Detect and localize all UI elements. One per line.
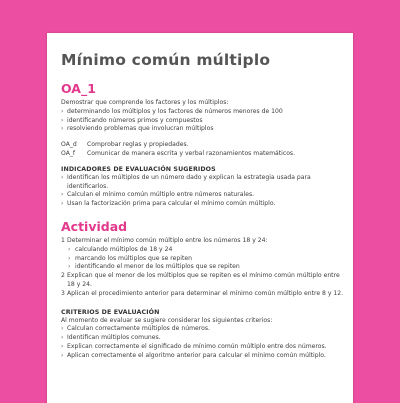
chevron-right-icon: ›: [61, 125, 64, 133]
step-sub-list: [61, 246, 347, 272]
chevron-right-icon: ›: [61, 342, 64, 350]
list-item: › Calculan el mínimo común múltiplo entre números naturales.: [61, 191, 255, 199]
criterios-intro: Al momento de evaluar se sugiere considerar los siguientes criterios:: [61, 316, 273, 324]
chevron-right-icon: ›: [68, 245, 71, 253]
actividad-heading: Actividad: [61, 218, 128, 234]
list-item: › identificando números primos y compuestos: [61, 116, 203, 124]
list-item: › resolviendo problemas que involucran múltiplos: [61, 125, 214, 133]
chevron-right-icon: ›: [68, 254, 71, 262]
document-page: [47, 33, 353, 403]
chevron-right-icon: ›: [61, 173, 64, 181]
oa-code-text: Comunicar de manera escrita y verbal razonamientos matemáticos.: [87, 149, 296, 157]
list-item: › calculando múltiplos de 18 y 24: [68, 245, 173, 253]
list-item: › Identifican los múltiplos de un número dado y explican la estrategia usada para identificarlos.: [61, 173, 311, 190]
step-text: Explican que el menor de los múltiplos que se repiten es el mínimo común múltiplo entre 18 y 24.: [67, 272, 340, 288]
chevron-right-icon: ›: [61, 325, 64, 333]
oa-bullet-list: [61, 108, 347, 134]
step-number: 2: [61, 272, 65, 280]
indicadores-list: [61, 174, 347, 209]
step-item: [61, 237, 347, 272]
chevron-right-icon: ›: [61, 107, 64, 115]
list-item: › Identifican múltiplos comunes.: [61, 334, 161, 342]
chevron-right-icon: ›: [61, 351, 64, 359]
chevron-right-icon: ›: [68, 263, 71, 271]
list-item: › marcando los múltiplos que se repiten: [68, 254, 192, 262]
step-item: [61, 290, 347, 299]
criterios-heading: CRITERIOS DE EVALUACIÓN: [61, 308, 160, 316]
chevron-right-icon: ›: [61, 116, 64, 124]
oa-intro: Demostrar que comprende los factores y los múltiplos:: [61, 99, 229, 106]
actividad-steps: [61, 237, 347, 299]
oa-code-row: [61, 150, 347, 159]
chevron-right-icon: ›: [61, 191, 64, 199]
oa-code-row: [61, 141, 347, 150]
step-text: Aplican el procedimiento anterior para determinar el mínimo común múltiplo entre 8 y 12.: [67, 289, 344, 297]
list-item: › identificando el menor de los múltiplos que se repiten: [68, 263, 240, 271]
list-item: › Aplican correctamente el algoritmo anterior para calcular el mínimo común múltiplo.: [61, 351, 326, 359]
indicadores-heading: INDICADORES DE EVALUACIÓN SUGERIDOS: [61, 165, 216, 173]
oa-heading: OA_1: [61, 81, 96, 96]
criterios-list: [61, 325, 347, 360]
list-item: › Explican correctamente el significado de mínimo común múltiplo entre dos números.: [61, 342, 327, 350]
chevron-right-icon: ›: [61, 334, 64, 342]
step-item: [61, 272, 347, 290]
step-text: Determinar el mínimo común múltiplo entre los números 18 y 24:: [67, 236, 268, 244]
list-item: › Calculan correctamente múltiplos de números.: [61, 325, 210, 333]
list-item: › Usan la factorización prima para calcular el mínimo común múltiplo.: [61, 200, 276, 208]
chevron-right-icon: ›: [61, 200, 64, 208]
document-content: [61, 51, 347, 361]
page-title: Mínimo común múltiplo: [61, 51, 271, 69]
step-number: 1: [61, 236, 65, 244]
oa-code: OA_f: [61, 149, 76, 157]
list-item: › determinando los múltiplos y los factores de números menores de 100: [61, 107, 283, 115]
oa-code-text: Comprobar reglas y propiedades.: [87, 141, 189, 149]
step-number: 3: [61, 289, 65, 297]
oa-code: OA_d: [61, 141, 77, 149]
